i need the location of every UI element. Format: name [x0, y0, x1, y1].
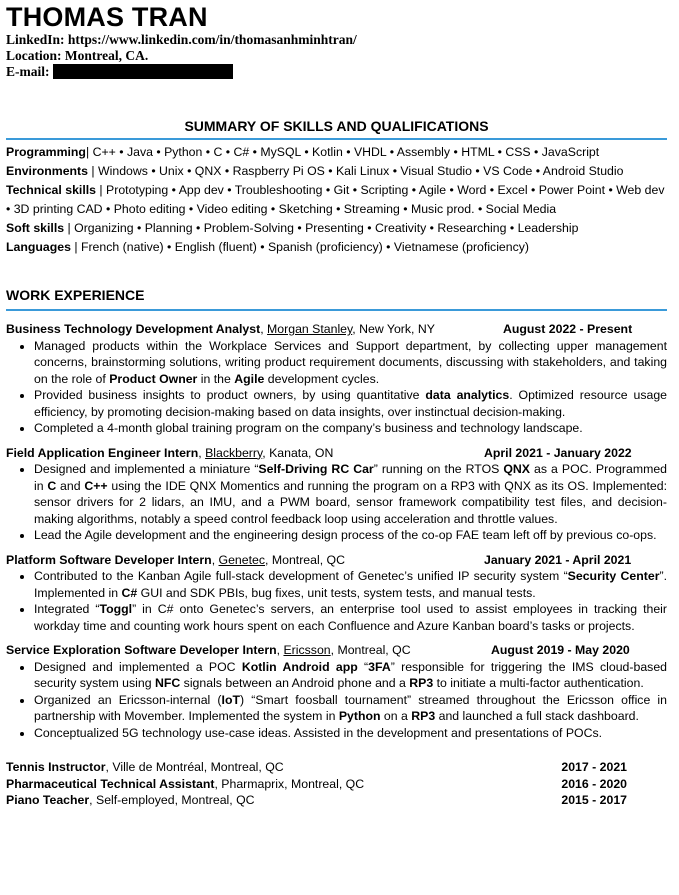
bullet-emphasis: Python	[338, 709, 381, 723]
skill-items: Organizing • Planning • Problem-Solving • Presenting • Creativity • Researching • Leadership	[74, 221, 579, 235]
bullet-emphasis: C++	[84, 478, 108, 493]
bullet-item: • Designed and implemented a miniature “Self-Driving RC Car” running on the RTOS QNX as a POC. Programmed in C and C++ using the IDE QNX Momentics and running the program on a RP3 with QNX as its OS. Implemented: sensor drivers for 2 lidars, an IMU, and a PWM board, sensor framework compatibility test files, and decision-making algorithms, notably a speed control feedback loop using acceleration and throttle values.	[34, 461, 667, 527]
other-job-row	[6, 792, 667, 809]
company-name: Blackberry	[205, 445, 263, 460]
other-job-row	[6, 759, 667, 776]
company-name: Morgan Stanley	[267, 322, 353, 336]
email-label: E-mail:	[6, 64, 50, 79]
job-bullets	[6, 659, 667, 742]
other-job-dates: 2017 - 2021	[561, 760, 627, 774]
jobs-list	[6, 321, 667, 741]
skill-category: Soft skills	[6, 221, 65, 235]
job-title: Business Technology Development Analyst	[6, 322, 261, 336]
skill-category: Environments	[6, 164, 88, 178]
skills-section-title: SUMMARY OF SKILLS AND QUALIFICATIONS	[6, 118, 667, 140]
skills-list	[6, 143, 667, 257]
job-entry	[6, 552, 667, 635]
job-dates: August 2019 - May 2020	[491, 643, 630, 657]
skill-row	[6, 219, 667, 238]
job-dates: August 2022 - Present	[503, 322, 633, 336]
linkedin-label: LinkedIn:	[6, 32, 65, 47]
linkedin-line	[6, 32, 667, 48]
skill-row	[6, 181, 667, 219]
bullet-item: • Lead the Agile development and the engineering design process of the co-op FAE team left off by previous co-ops.	[34, 527, 667, 544]
skill-separator: |	[96, 183, 107, 197]
job-header: Platform Software Developer Intern, Genetec, Montreal, QC January 2021 - April 2021	[6, 552, 632, 567]
other-job-title: Piano Teacher	[6, 793, 90, 807]
bullet-emphasis: Self-Driving RC Car	[258, 462, 374, 476]
bullet-emphasis: Agile	[234, 371, 265, 386]
other-job-title: Tennis Instructor	[6, 760, 106, 774]
skill-category: Technical skills	[6, 183, 96, 197]
job-title: Service Exploration Software Developer Intern	[6, 643, 277, 657]
company-name: Ericsson	[283, 643, 331, 657]
bullet-emphasis: C#	[121, 585, 138, 600]
email-redacted-block	[53, 64, 233, 79]
bullet-item: • Managed products within the Workplace Services and Support department, by collecting upper management concerns, brainstorming solutions, writing product requirement documents, discussing with stakeholders, and taking on the role of Product Owner in the Agile development cycles.	[34, 338, 667, 388]
bullet-emphasis: data analytics	[425, 388, 510, 402]
job-header: Business Technology Development Analyst, Morgan Stanley, New York, NY August 2022 - Present	[6, 322, 633, 336]
contact-block	[6, 32, 667, 80]
email-line	[6, 64, 667, 80]
job-entry	[6, 445, 667, 544]
bullet-emphasis: Toggl	[99, 602, 133, 616]
skill-items: Windows • Unix • QNX • Raspberry Pi OS • Kali Linux • Visual Studio • VS Code • Android Studio	[98, 164, 624, 178]
skill-separator: |	[88, 164, 99, 178]
bullet-item: • Integrated “Toggl” in C# onto Genetec’s servers, an enterprise tool used to assist employees in tracking their workday time and counting work hours spent on each Confluence and Azure Kanban board’s tasks or projects.	[34, 601, 667, 634]
job-location: , Montreal, QC	[330, 643, 411, 657]
bullet-emphasis: RP3	[411, 709, 436, 723]
skill-category: Languages	[6, 240, 71, 254]
bullet-item: • Contributed to the Kanban Agile full-stack development of Genetec’s unified IP security system “Security Center”. Implemented in C# GUI and SDK PBIs, bug fixes, unit tests, system tests, and manual tests.	[34, 568, 667, 601]
skill-items: French (native) • English (fluent) • Spanish (proficiency) • Vietnamese (proficiency)	[80, 240, 529, 254]
job-bullets	[6, 338, 667, 437]
resume-page	[6, 0, 667, 809]
bullet-item: • Designed and implemented a POC Kotlin Android app “3FA” responsible for triggering the IMS cloud-based security system using NFC signals between an Android phone and a RP3 to initiate a multi-factor authentication.	[34, 659, 667, 692]
job-title: Field Application Engineer Intern	[6, 445, 199, 460]
bullet-emphasis: C	[47, 478, 57, 493]
skill-row	[6, 238, 667, 257]
linkedin-url[interactable]: https://www.linkedin.com/in/thomasanhminhtran/	[67, 32, 357, 47]
bullet-emphasis: QNX	[503, 462, 531, 476]
bullet-item: • Provided business insights to product owners, by using quantitative data analytics. Optimized resource usage efficiency, by promoting decision-making based on data insights, over instinctual decision-making.	[34, 387, 667, 420]
location-value: Montreal, CA.	[64, 48, 149, 63]
bullet-item: • Conceptualized 5G technology use-case ideas. Assisted in the development and presentations of POCs.	[34, 725, 667, 742]
other-job-title: Pharmaceutical Technical Assistant	[6, 776, 215, 791]
job-title: Platform Software Developer Intern	[6, 552, 212, 567]
bullet-emphasis: Security Center	[567, 569, 660, 583]
other-jobs-list	[6, 759, 667, 809]
work-section-title: WORK EXPERIENCE	[6, 287, 667, 311]
other-job-details: , Ville de Montréal, Montreal, QC	[105, 760, 284, 774]
skill-row	[6, 162, 667, 181]
other-job-dates: 2016 - 2020	[561, 776, 627, 791]
skill-separator: |	[70, 240, 81, 254]
other-job-row	[6, 776, 667, 793]
skill-separator: |	[64, 221, 75, 235]
bullet-item: • Completed a 4-month global training program on the company’s business and technology landscape.	[34, 420, 667, 437]
other-job-dates: 2015 - 2017	[561, 793, 627, 807]
bullet-emphasis: IoT	[221, 692, 240, 707]
location-label: Location:	[6, 48, 62, 63]
job-location: , New York, NY	[352, 322, 435, 336]
job-location: , Kanata, ON	[262, 445, 334, 460]
other-job-details: , Pharmaprix, Montreal, QC	[214, 776, 365, 791]
company-name: Genetec	[218, 552, 266, 567]
bullet-item: • Organized an Ericsson-internal (IoT) “Smart foosball tournament” streamed throughout the Ericsson office in partnership with Movember. Implemented the system in Python on a RP3 and launched a full stack dashboard.	[34, 692, 667, 725]
job-dates: April 2021 - January 2022	[484, 445, 632, 460]
bullet-emphasis: Product Owner	[109, 371, 198, 386]
skill-items: Prototyping • App dev • Troubleshooting • Git • Scripting • Agile • Word • Excel • Power Point • Web dev • 3D printing CAD • Photo editing • Video editing • Sketching • Streaming • Music prod. • Social Media	[6, 183, 665, 216]
bullet-emphasis: Kotlin Android app	[241, 659, 358, 674]
skill-row	[6, 143, 667, 162]
job-dates: January 2021 - April 2021	[484, 552, 632, 567]
candidate-name: THOMAS TRAN	[6, 2, 208, 32]
bullet-emphasis: NFC	[154, 676, 181, 690]
skill-items: C++ • Java • Python • C • C# • MySQL • Kotlin • VHDL • Assembly • HTML • CSS • JavaScript	[92, 145, 600, 159]
bullet-emphasis: RP3	[409, 676, 434, 690]
job-bullets	[6, 568, 667, 634]
bullet-emphasis: 3FA	[368, 659, 391, 674]
job-entry	[6, 321, 667, 437]
skill-category: Programming	[6, 145, 86, 159]
job-header: Service Exploration Software Developer Intern, Ericsson, Montreal, QC August 2019 - May 2020	[6, 643, 630, 657]
job-location: , Montreal, QC	[265, 552, 345, 567]
other-job-details: , Self-employed, Montreal, QC	[89, 793, 255, 807]
location-line	[6, 48, 667, 64]
job-header: Field Application Engineer Intern, Blackberry, Kanata, ON April 2021 - January 2022	[6, 445, 632, 460]
skill-separator: |	[85, 145, 93, 159]
job-entry	[6, 642, 667, 741]
job-bullets	[6, 461, 667, 544]
